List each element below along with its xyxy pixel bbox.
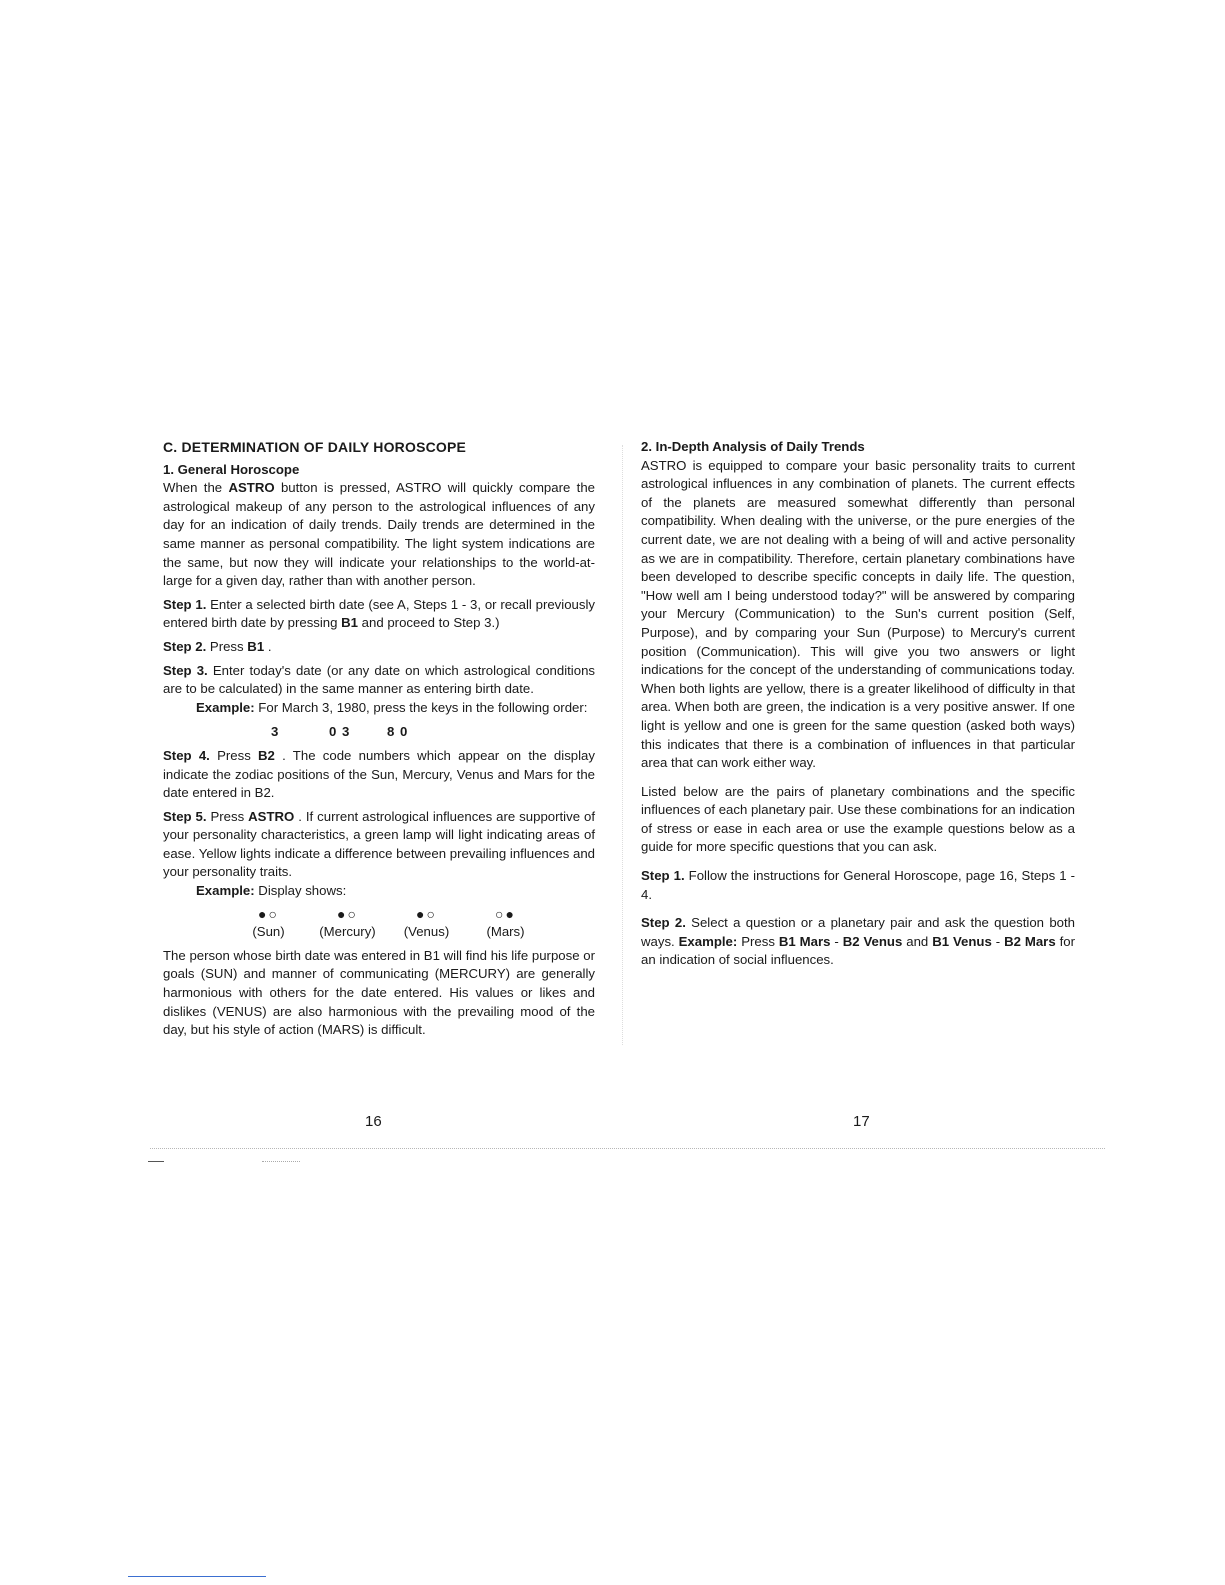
bottom-edge-line: [128, 1576, 266, 1577]
right-page: [641, 438, 1075, 970]
example-1: Example: For March 3, 1980, press the keys in the following order:: [196, 699, 588, 715]
sun-label: (Sun): [252, 924, 285, 940]
step-4: Step 4. Press B2 . The code numbers which appear on the display indicate the zodiac positions of the Sun, Mercury, Venus and Mars for the date entered in B2.: [163, 747, 595, 801]
step-3: Step 3. Enter today's date (or any date on which astrological conditions are to be calculated) in the same manner as entering birth date.: [163, 662, 595, 697]
mars-label: (Mars): [486, 924, 525, 940]
sun-lights: ●○: [258, 905, 279, 922]
mercury-label: (Mercury): [319, 924, 376, 940]
page-bottom-rule: [150, 1148, 1105, 1149]
step-5: Step 5. Press ASTRO . If current astrological influences are supportive of your personality characteristics, a green lamp will light indicating areas of ease. Yellow lights indicate a difference between prevailing influences and your personality traits.: [163, 808, 595, 880]
venus-label: (Venus): [403, 924, 450, 940]
crop-mark: [148, 1161, 164, 1162]
light-display: [163, 905, 595, 942]
listing-paragraph: Listed below are the pairs of planetary combinations and the specific influences of each planetary pair. Use these combinations for an indication of stress or ease in each area or use the example questions below as a guide for more specific questions that you can ask.: [641, 783, 1075, 855]
crop-mark: [262, 1161, 300, 1162]
mars-lights: ○●: [495, 905, 516, 922]
page-number-left: 16: [365, 1113, 382, 1130]
in-depth-analysis-title: 2. In-Depth Analysis of Daily Trends: [641, 439, 865, 454]
key-group: 8 0: [387, 724, 409, 740]
mercury-lights: ●○: [337, 905, 358, 922]
key-group: 0 3: [329, 724, 351, 740]
step-2: Step 2. Press B1 .: [163, 638, 272, 654]
page-gutter: [622, 445, 623, 1045]
light-labels-row: [229, 923, 595, 942]
key-sequence: [163, 723, 595, 742]
closing-paragraph: The person whose birth date was entered in B1 will find his life purpose or goals (SUN) and manner of communicating (MERCURY) are generally harmonious with others for the date entered. His values or likes and dislikes (VENUS) are also harmonious with the prevailing mood of the day, but his style of action (MARS) is difficult.: [163, 947, 595, 1038]
left-page: [163, 438, 595, 1040]
step-1: Step 1. Enter a selected birth date (see A, Steps 1 - 3, or recall previously entered birth date by pressing B1 and proceed to Step 3.): [163, 596, 595, 631]
intro-paragraph: When the ASTRO button is pressed, ASTRO will quickly compare the astrological makeup of any person to the astrological influences of any day for an indication of daily trends. Daily trends are determined in the same manner as personal compatibility. The light system indications are the same, but now they will indicate your relationships to the world-at-large for a given day, rather than with another person.: [163, 480, 595, 589]
light-dots-row: [229, 905, 595, 924]
step-1: Step 1. Follow the instructions for General Horoscope, page 16, Steps 1 - 4.: [641, 868, 1075, 902]
example-2: Example: Display shows:: [196, 883, 347, 899]
key-group: 3: [271, 724, 280, 740]
step-2: Step 2. Select a question or a planetary pair and ask the question both ways. Example: Press B1 Mars - B2 Venus and B1 Venus - B2 Mars for an indication of social influences.: [641, 915, 1075, 968]
section-title: C. DETERMINATION OF DAILY HOROSCOPE: [163, 439, 467, 455]
venus-lights: ●○: [416, 905, 437, 922]
page-number-right: 17: [853, 1113, 870, 1130]
general-horoscope-title: 1. General Horoscope: [163, 461, 300, 477]
analysis-paragraph: ASTRO is equipped to compare your basic personality traits to current astrological influences in any combination of planets. The current effects of the planets are measured somewhat differently than personal compatibility. When dealing with the universe, or the pure energies of the current date, we are not dealing with a being of will and active personality as we are in compatibility. Therefore, certain planetary combinations have been developed to describe specific concepts in daily life. The question, "How well am I being understood today?" will be answered by comparing your Mercury (Communication) to the Sun's current position (Self, Purpose), and by comparing your Sun (Purpose) to Mercury's current position (Communication). This will give you two answers or light indications for the concept of the understanding of communications today. When both lights are yellow, there is a greater likelihood of difficulty in that area. When both are green, the indication is a very positive answer. If one light is yellow and one is green for the same question (asked both ways) this indicates that there is a combination of influences in that particular area that can work either way.: [641, 457, 1075, 771]
